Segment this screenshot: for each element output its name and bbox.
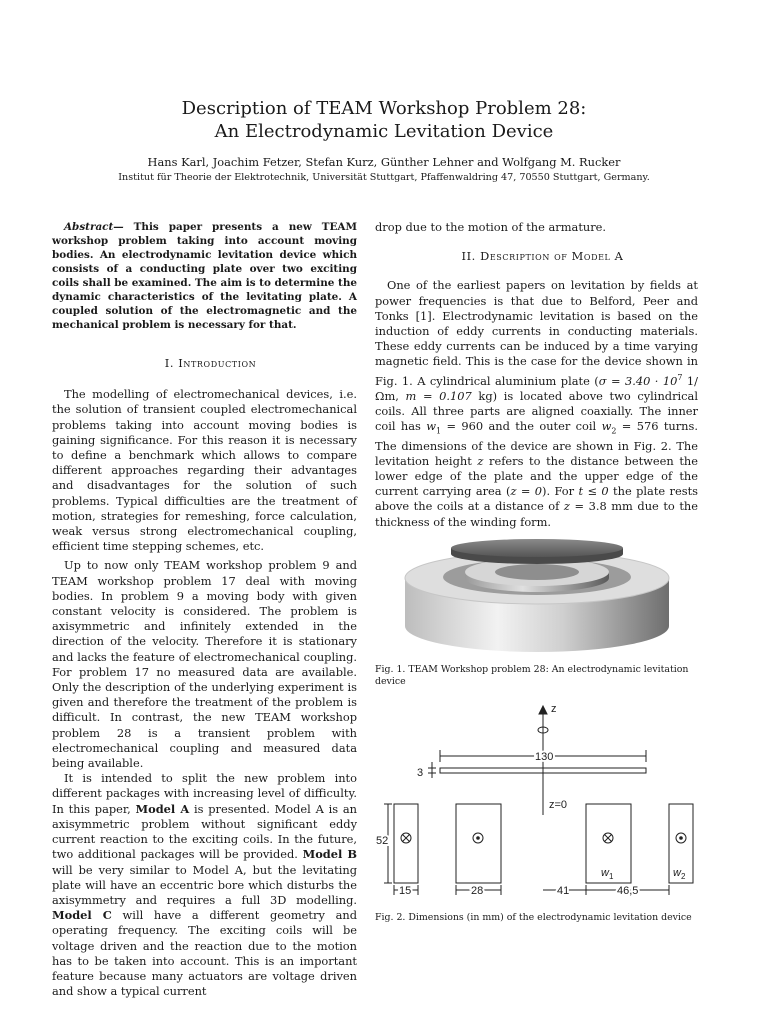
model-c-term: Model C bbox=[52, 908, 112, 923]
zero-label: z=0 bbox=[549, 798, 568, 811]
model-a-paragraph bbox=[375, 278, 698, 529]
mass-value: m = 0.107 bbox=[405, 388, 472, 403]
model-b-term: Model B bbox=[302, 847, 358, 862]
axis-arrow bbox=[539, 706, 547, 714]
model-a-text-6: ). For bbox=[542, 484, 579, 499]
model-a-text-4: turns. The dimensions of the device are shown in Fig. 2. The levitation height bbox=[375, 419, 698, 468]
svg-text:w1 bbox=[601, 867, 614, 881]
w1-subscript: 1 bbox=[436, 426, 442, 436]
model-a-text-2: kg) is located above two cylindrical coils. All three parts are aligned coaxially. The inner coil has bbox=[375, 388, 698, 434]
affiliation: Institut für Theorie der Elektrotechnik, Universität Stuttgart, Pfaffenwaldring 47, 70550 Stuttgart, Germany. bbox=[118, 172, 650, 183]
p3-part-b: is presented. Model A is an axisymmetric problem without significant eddy current reaction to the exciting coils. In the future, two additional packages will be provided. bbox=[52, 801, 357, 862]
w1-value: = 960 bbox=[441, 419, 484, 434]
coil-inner-subscript: 1 bbox=[608, 871, 614, 881]
model-a-text-1: One of the earliest papers on levitation by fields at power frequencies is that due to Belford, Peer and Tonks [1]. Electrodynamic levitation is based on the induction of eddy currents in conducting materials. These eddy currents can be induced by a time varying magnetic field. This is the case for the device shown in Fig. 1. A cylindrical aluminium plate ( bbox=[375, 278, 698, 388]
model-a-text-3: and the outer coil bbox=[483, 419, 602, 434]
plate-top bbox=[451, 539, 623, 557]
figure-1-levitation-device bbox=[375, 538, 698, 656]
dim-41-label: 41 bbox=[557, 884, 570, 897]
dim-15-label: 15 bbox=[399, 884, 412, 897]
t-condition: t ≤ 0 bbox=[578, 484, 609, 499]
abstract-lead: Abstract— bbox=[64, 221, 124, 233]
model-a-text-7: the plate rests above the coils at a distance of bbox=[375, 484, 698, 514]
width-label: 130 bbox=[535, 750, 554, 763]
abstract-text: This paper presents a new TEAM workshop problem taking into account moving bodies. An electrodynamic levitation device which consists of a conducting plate over two exciting coils shall be examined. The aim is to determine the dynamic characteristics of the levitating plate. A coupled solution of the electromagnetic and the mechanical problem is necessary for that. bbox=[52, 221, 357, 331]
intro-paragraph-2: Up to now only TEAM workshop problem 9 and TEAM workshop problem 17 deal with moving bodies. In problem 9 a moving body with given constant velocity is considered. The problem is axisymmetric and infinitely extended in the direction of the velocity. Therefore it is stationary and lacks the feature of electromechanical coupling. For problem 17 no measured data are available. Only the description of the underlying experiment is given and therefore the treatment of the problem is difficult. In contrast, the new TEAM workshop problem 28 is a transient problem with electromechanical coupling and measured data being available. bbox=[52, 558, 357, 771]
coil-inner-left bbox=[456, 804, 501, 883]
right-column bbox=[375, 220, 698, 924]
w2-subscript: 2 bbox=[611, 426, 617, 436]
figure-2-caption: Fig. 2. Dimensions (in mm) of the electrodynamic levitation device bbox=[375, 911, 692, 923]
height-label: 52 bbox=[376, 834, 389, 847]
coil-outer-subscript: 2 bbox=[680, 871, 686, 881]
title-line-1: Description of TEAM Workshop Problem 28: bbox=[181, 98, 587, 119]
left-column bbox=[52, 220, 357, 999]
thickness-label: 3 bbox=[417, 766, 424, 779]
model-a-term: Model A bbox=[135, 801, 190, 816]
w2-symbol: w bbox=[601, 419, 612, 434]
figure-1-caption: Fig. 1. TEAM Workshop problem 28: An electrodynamic levitation device bbox=[375, 663, 689, 687]
p3-part-d: will have a different geometry and operating frequency. The exciting coils will be voltage driven and the reaction due to the motion has to be taken into account. This is an important feature because many actuators are voltage driven and show a typical current bbox=[52, 908, 357, 999]
abstract bbox=[52, 220, 357, 332]
dim-28-label: 28 bbox=[471, 884, 484, 897]
p3-part-c: will be very similar to Model A, but the levitating plate will have an eccentric bore which disturbs the axisymmetry and requires a full 3D modelling. bbox=[52, 862, 357, 907]
sigma-exponent: 7 bbox=[677, 372, 683, 382]
svg-text:w2 bbox=[673, 867, 686, 881]
z-symbol: z bbox=[477, 453, 484, 468]
title-line-2: An Electrodynamic Levitation Device bbox=[214, 121, 554, 142]
sigma-unit: 1/Ωm, bbox=[375, 373, 698, 403]
model-a-text-5: refers to the distance between the lower edge of the plate and the upper edge of the current carrying area ( bbox=[375, 453, 698, 499]
intro-continuation: drop due to the motion of the armature. bbox=[375, 220, 607, 234]
dim-465-label: 46,5 bbox=[617, 884, 639, 897]
figure-2-dimension-drawing bbox=[375, 700, 698, 910]
intro-paragraph-1: The modelling of electromechanical devices, i.e. the solution of transient coupled electromechanical problems taking into account moving bodies is gaining significance. For this reason it is necessary to define a benchmark which allows to compare different approaches regarding their advantages and disadvantages for the solution of such problems. Typical difficulties are the treatment of motion, strategies for remeshing, force calculation, weak versus strong electromechanical coupling, efficient time stepping schemes, etc. bbox=[52, 387, 357, 554]
coil-inner-label: w bbox=[601, 866, 609, 879]
z-zero: z = 0 bbox=[510, 484, 543, 499]
axis-label: z bbox=[551, 702, 557, 715]
z-rest: z = bbox=[563, 499, 585, 514]
section-heading-model-a: II. Description of Model A bbox=[461, 249, 624, 264]
paper-title bbox=[0, 97, 768, 143]
author-list: Hans Karl, Joachim Fetzer, Stefan Kurz, Günther Lehner and Wolfgang M. Rucker bbox=[147, 155, 621, 169]
sigma-value: σ = 3.40 · 10 bbox=[598, 373, 678, 388]
inner-coil-bore bbox=[495, 564, 579, 580]
coil-outer-label: w bbox=[673, 866, 681, 879]
intro-paragraph-3 bbox=[52, 771, 357, 999]
section-heading-introduction: I. Introduction bbox=[164, 356, 257, 370]
w1-symbol: w bbox=[426, 419, 436, 434]
w2-value: = 576 bbox=[616, 419, 659, 434]
model-a-text-8: 3.8 mm due to the thickness of the winding form. bbox=[375, 499, 698, 529]
p3-part-a: It is intended to split the new problem into different packages with increasing level of difficulty. In this paper, bbox=[52, 771, 357, 816]
